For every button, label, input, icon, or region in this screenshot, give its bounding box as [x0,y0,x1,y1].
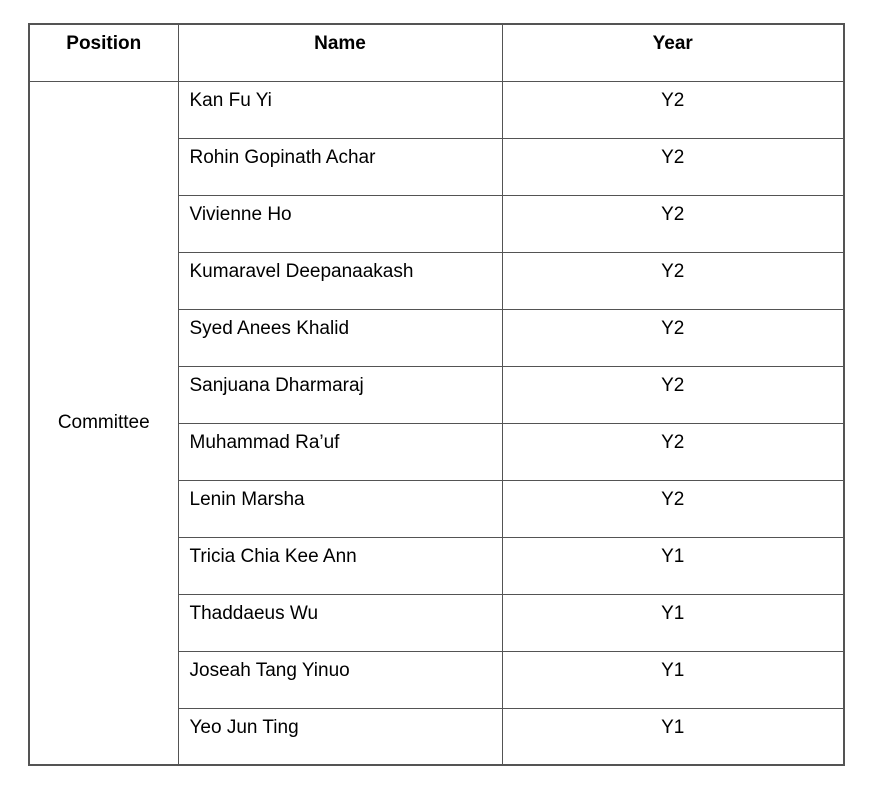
header-cell-year: Year [502,24,844,81]
year-cell: Y1 [502,594,844,651]
name-cell: Kumaravel Deepanaakash [178,252,502,309]
header-row [29,24,844,81]
name-cell: Kan Fu Yi [178,81,502,138]
year-cell: Y2 [502,252,844,309]
position-cell: Committee [29,81,178,765]
name-cell: Joseah Tang Yinuo [178,651,502,708]
name-cell: Lenin Marsha [178,480,502,537]
name-cell: Vivienne Ho [178,195,502,252]
year-cell: Y2 [502,423,844,480]
year-cell: Y1 [502,708,844,765]
name-cell: Rohin Gopinath Achar [178,138,502,195]
name-cell: Yeo Jun Ting [178,708,502,765]
committee-table [28,23,845,766]
year-cell: Y2 [502,366,844,423]
year-cell: Y2 [502,138,844,195]
year-cell: Y2 [502,480,844,537]
year-cell: Y2 [502,195,844,252]
year-cell: Y2 [502,81,844,138]
header-cell-position: Position [29,24,178,81]
year-cell: Y1 [502,537,844,594]
table-row [29,81,844,138]
year-cell: Y2 [502,309,844,366]
header-cell-name: Name [178,24,502,81]
name-cell: Thaddaeus Wu [178,594,502,651]
name-cell: Muhammad Ra’uf [178,423,502,480]
name-cell: Sanjuana Dharmaraj [178,366,502,423]
name-cell: Tricia Chia Kee Ann [178,537,502,594]
name-cell: Syed Anees Khalid [178,309,502,366]
table-body [29,81,844,765]
year-cell: Y1 [502,651,844,708]
